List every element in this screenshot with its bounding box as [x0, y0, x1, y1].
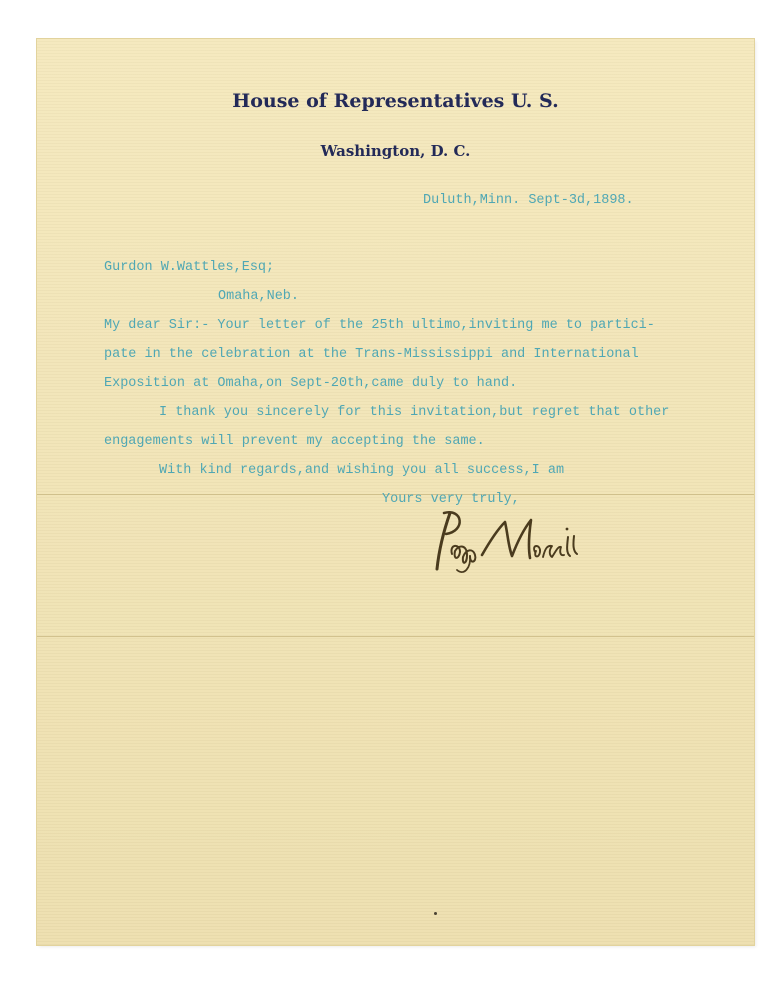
- signature: [428, 506, 578, 576]
- recipient-name: Gurdon W.Wattles,Esq;: [104, 260, 275, 275]
- paragraph-line: pate in the celebration at the Trans-Mississippi and International: [104, 347, 639, 362]
- recipient-city: Omaha,Neb.: [218, 289, 300, 304]
- closing: Yours very truly,: [382, 492, 520, 507]
- paragraph-line: With kind regards,and wishing you all success,I am: [159, 463, 565, 478]
- paragraph-line: engagements will prevent my accepting the same.: [104, 434, 485, 449]
- letterhead-location: Washington, D. C.: [320, 142, 471, 160]
- letterhead-title: House of Representatives U. S.: [232, 90, 559, 112]
- dateline: Duluth,Minn. Sept-3d,1898.: [423, 193, 634, 208]
- paragraph-line: My dear Sir:- Your letter of the 25th ultimo,inviting me to partici-: [104, 318, 655, 333]
- paragraph-line: I thank you sincerely for this invitation,but regret that other: [159, 405, 670, 420]
- paragraph-line: Exposition at Omaha,on Sept-20th,came duly to hand.: [104, 376, 518, 391]
- paper-mark: [434, 912, 437, 915]
- letter-paper: [37, 39, 754, 945]
- fold-crease: [37, 636, 754, 637]
